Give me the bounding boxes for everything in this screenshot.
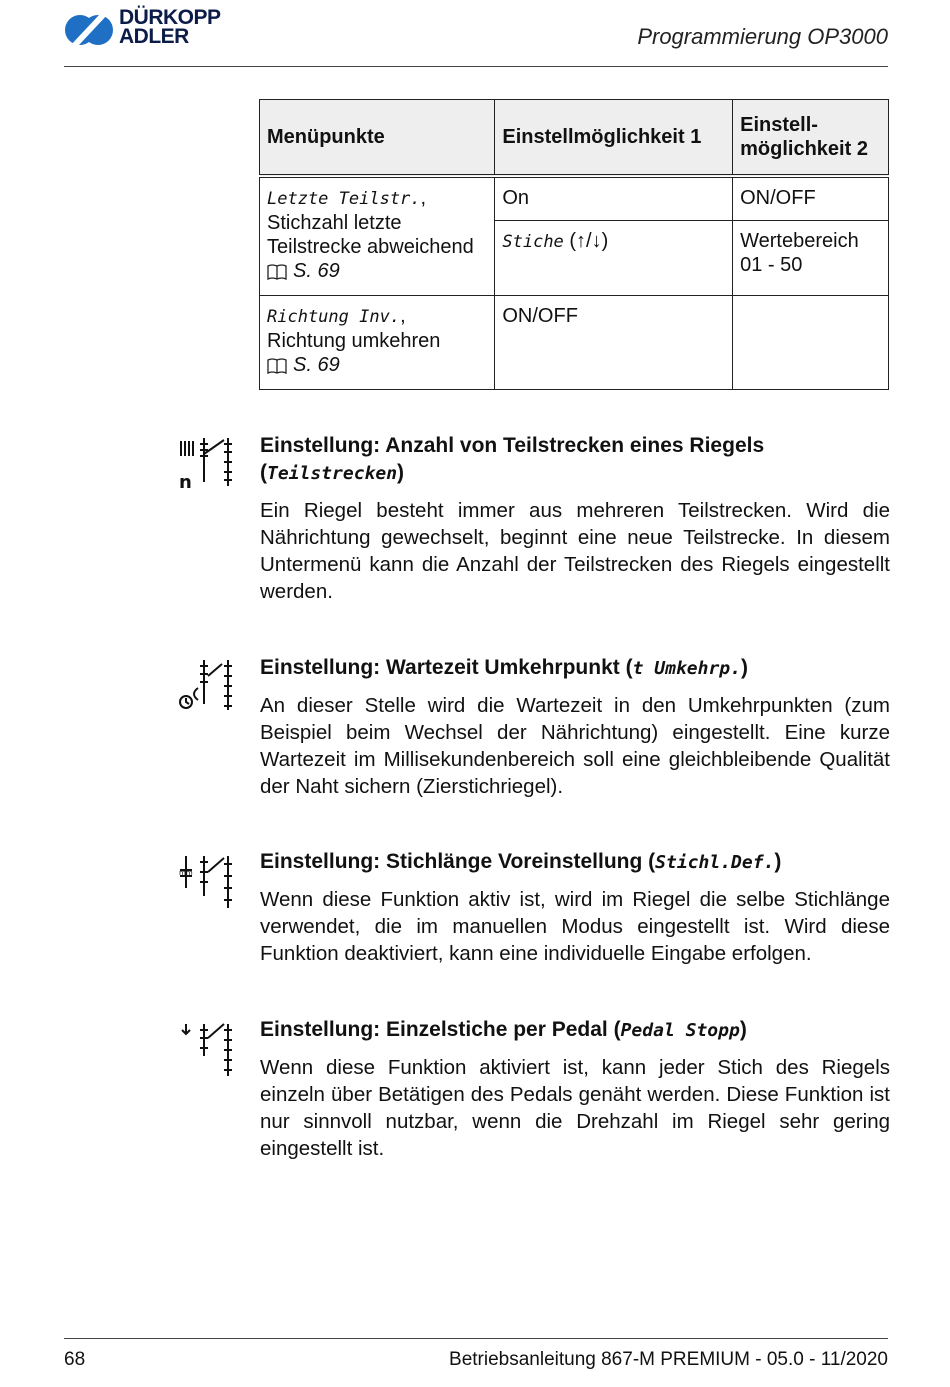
- section-title: Einstellung: Stichlänge Voreinstellung (Stichl.Def.): [260, 850, 782, 873]
- book-icon: [267, 356, 287, 380]
- table-header-cell: Einstellmöglichkeit 1: [495, 100, 733, 177]
- section-title: Einstellung: Wartezeit Umkehrpunkt (t Umkehrp.): [260, 656, 748, 679]
- table-row: [260, 176, 889, 221]
- page-header-title: Programmierung OP3000: [637, 24, 888, 49]
- header-divider: [64, 66, 888, 67]
- book-icon: [267, 262, 287, 286]
- logo-wordmark: [119, 8, 221, 46]
- page-reference: S. 69: [293, 260, 340, 282]
- logo-line-1: DÜRKOPP: [119, 6, 221, 29]
- wartezeit-icon: [176, 658, 234, 714]
- section-teilstrecken: [260, 432, 890, 605]
- section-pedal: [260, 1016, 890, 1162]
- table-header-cell: Einstell- möglichkeit 2: [733, 100, 889, 177]
- menu-cell: Richtung Inv., Richtung umkehren S. 69: [260, 296, 495, 390]
- option2-cell: [733, 296, 889, 390]
- svg-text:n: n: [179, 472, 192, 492]
- option1-cell: [495, 221, 733, 296]
- option1-cell: ON/OFF: [495, 296, 733, 390]
- menu-options-table: [259, 99, 889, 390]
- section-wartezeit: [260, 654, 890, 800]
- section-text: Wenn diese Funktion aktiv ist, wird im Riegel die selbe Stichlänge verwendet, die im manuellen Modus eingestellt ist. Wird diese Funktion deaktiviert, kann eine individuelle Eingabe erfolgen.: [260, 888, 890, 965]
- page-number: 68: [64, 1349, 86, 1370]
- stichlaenge-icon: [176, 852, 234, 910]
- option-code: Stiche: [502, 232, 564, 252]
- section-text: Ein Riegel besteht immer aus mehreren Teilstrecken. Wird die Nährichtung gewechselt, beginnt eine neue Teilstrecke. In diesem Untermenü kann die Anzahl der Teilstrecken des Riegels eingestellt werden.: [260, 499, 890, 603]
- option1-cell: On: [495, 176, 733, 221]
- table-row: [260, 296, 889, 390]
- section-text: Wenn diese Funktion aktiviert ist, kann jeder Stich des Riegels einzeln über Betätigen des Pedals genäht werden. Diese Funktion ist nur sinnvoll nutzbar, wenn die Drehzahl im Riegel sehr gering eingestellt ist.: [260, 1056, 890, 1160]
- footer-divider: [64, 1338, 888, 1339]
- menu-cell: Letzte Teilstr., Stichzahl letzte Teilstrecke abweichend S. 69: [260, 176, 495, 296]
- menu-text: Stichzahl letzte Teilstrecke abweichend: [267, 212, 474, 258]
- option-suffix: (↑/↓): [563, 230, 609, 252]
- menu-code: Letzte Teilstr.: [267, 189, 421, 209]
- section-stichlaenge: [260, 848, 890, 967]
- menu-code: Richtung Inv.: [267, 307, 401, 327]
- table-header-cell: Menüpunkte: [260, 100, 495, 177]
- logo-icon: [64, 8, 114, 52]
- section-title: Einstellung: Einzelstiche per Pedal (Pedal Stopp): [260, 1018, 747, 1041]
- section-text: An dieser Stelle wird die Wartezeit in den Umkehrpunkten (zum Beispiel beim Wechsel der Nährichtung) eingestellt. Eine kurze Wartezeit im Millisekundenbereich soll eine gleichbleibende Qualität der Naht sichern (Zierstichriegel).: [260, 694, 890, 798]
- duerkopp-adler-logo: [64, 6, 221, 52]
- logo-line-2: ADLER: [119, 25, 189, 48]
- menu-text: Richtung umkehren: [267, 330, 441, 352]
- footer-document-title: Betriebsanleitung 867-M PREMIUM - 05.0 - 11/2020: [449, 1349, 888, 1370]
- section-title: Einstellung: Anzahl von Teilstrecken eines Riegels (Teilstrecken): [260, 434, 765, 484]
- teilstrecken-icon: [176, 436, 234, 492]
- option2-cell: Wertebereich 01 - 50: [733, 221, 889, 296]
- option2-cell: ON/OFF: [733, 176, 889, 221]
- table-header-row: [260, 100, 889, 177]
- pedal-icon: [176, 1020, 234, 1078]
- svg-text:mm: mm: [179, 869, 193, 877]
- page-reference: S. 69: [293, 354, 340, 376]
